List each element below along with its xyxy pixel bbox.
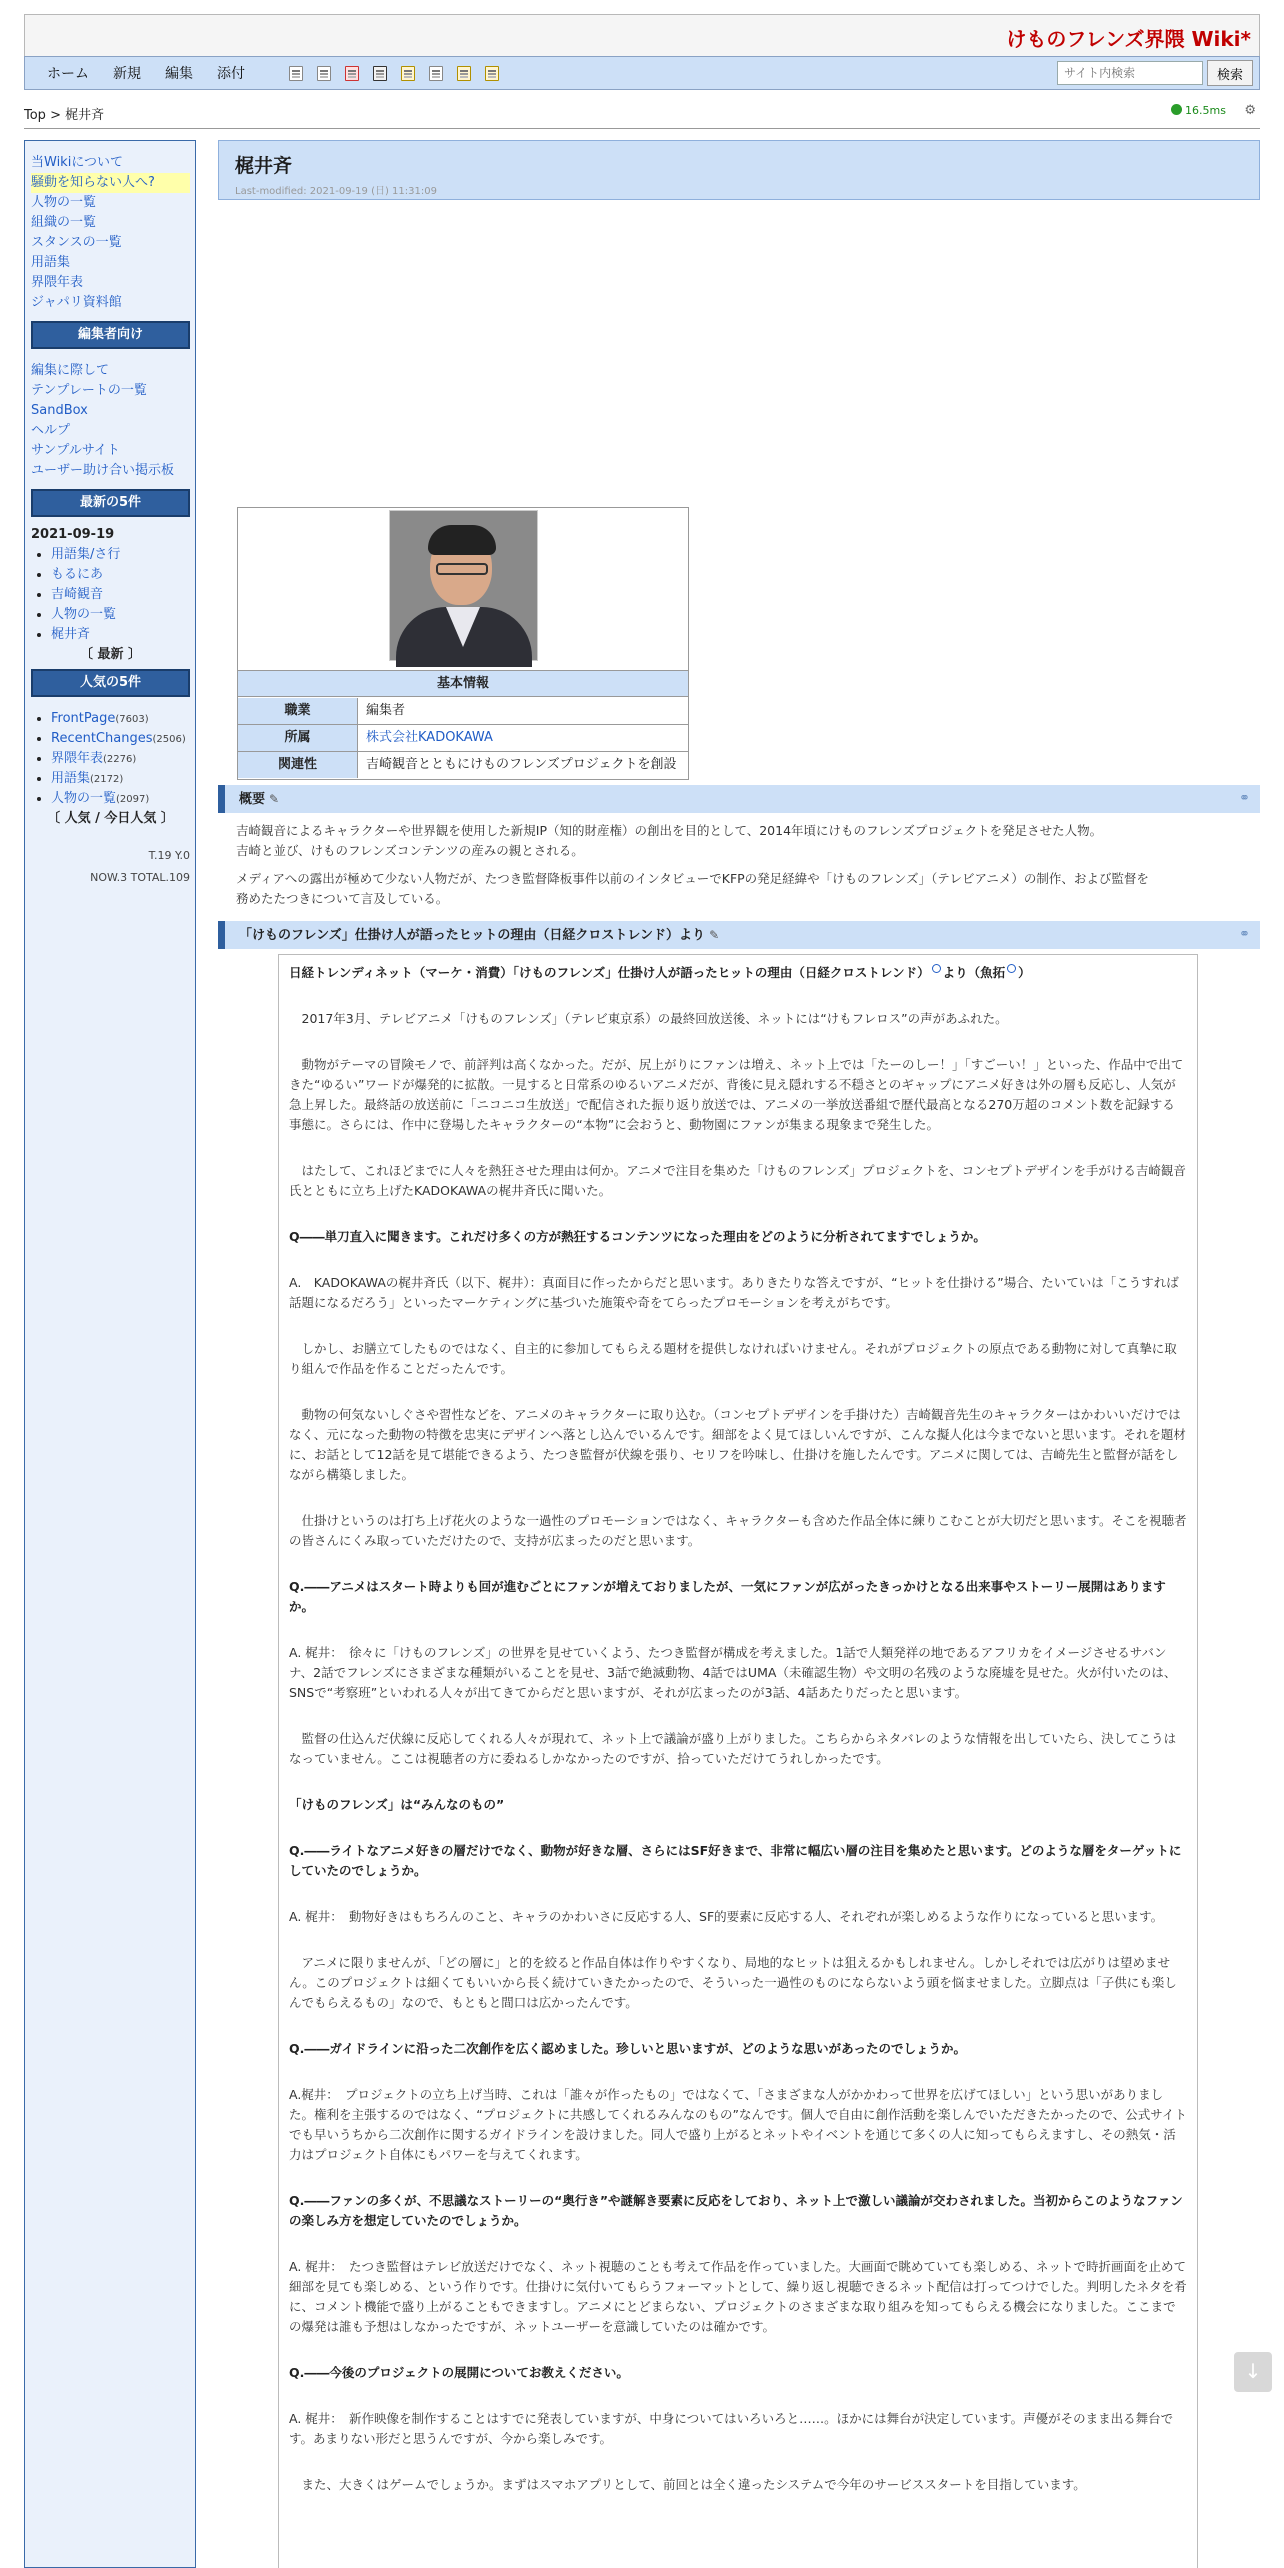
toolbar [289, 66, 499, 81]
search-button[interactable]: 検索 [1207, 60, 1253, 86]
view-count: (7603) [115, 714, 149, 725]
quote-paragraph: Q.――今後のプロジェクトの展開についてお教えください。 [289, 2365, 629, 2380]
view-count: (2506) [152, 734, 186, 745]
anchor-link-icon[interactable]: ⚭ [1239, 791, 1250, 806]
infobox-caption: 基本情報 [238, 670, 688, 697]
sidebar-link[interactable]: 人物の一覧 [31, 195, 97, 210]
overview-line: 吉崎観音によるキャラクターや世界観を使用した新規IP（知的財産権）の創出を目的として、2014年頃にけものフレンズプロジェクトを発足させた人物。 [236, 823, 1103, 838]
recent-link[interactable]: 用語集/さ行 [51, 547, 121, 562]
quote-paragraph: A. 梶井： 新作映像を制作することはすでに発表していますが、中身についてはいろいろと……。ほかには舞台が決定しています。声優がそのまま出る舞台です。あまりない形だと思うんですが、今から楽しみです。 [289, 2411, 1174, 2446]
sidebar-link[interactable]: 騒動を知らない人へ? [31, 173, 190, 193]
divider [24, 128, 1260, 129]
popular-link[interactable]: 界隈年表 [51, 751, 104, 766]
list-item [51, 625, 190, 645]
sidebar-heading-popular: 人気の5件 [31, 669, 190, 697]
sidebar [24, 140, 196, 2568]
copy-icon[interactable] [429, 66, 443, 81]
portrait-image [389, 510, 538, 661]
access-counter [31, 845, 190, 889]
diff-icon[interactable] [317, 66, 331, 81]
site-header [24, 14, 1260, 56]
quote-paragraph: 動物の何気ないしぐさや習性などを、アニメのキャラクターに取り込む。（コンセプトデザインを手掛けた）吉崎観音先生のキャラクターはかわいいだけではなく、元になった動物の特徴を忠実にデザインへ落とし込んでいるんです。細部をよく見てほしいんですが、こんな擬人化は今までないと思います。それを題材に、お話として12話を見て堪能できるよう、たつき監督が伏線を張り、セリフを吟味し、仕掛けを施したんです。アニメに関しては、吉崎先生と監督が話をしながら構築しました。 [289, 1407, 1186, 1482]
list-item [51, 789, 190, 809]
sidebar-link[interactable]: ヘルプ [31, 423, 71, 438]
backup-icon[interactable] [373, 66, 387, 81]
external-link-icon[interactable] [932, 964, 941, 973]
nav-edit[interactable]: 編集 [165, 66, 193, 82]
infobox-key: 職業 [238, 698, 358, 724]
counter-total: NOW.3 TOTAL.109 [90, 871, 190, 884]
quote-paragraph: 仕掛けというのは打ち上げ花火のような一過性のプロモーションではなく、キャラクターも含めた作品全体に練りこむことが大切だと思います。そこを視聴者の皆さんにくみ取っていただけたので、支持が広まったのだと思います。 [289, 1513, 1187, 1548]
view-count: (2097) [116, 794, 150, 805]
main-content [218, 140, 1260, 2492]
quote-paragraphs [289, 1009, 1187, 2495]
sidebar-link[interactable]: SandBox [31, 403, 88, 418]
infobox-value[interactable]: 株式会社KADOKAWA [366, 730, 493, 745]
last-modified: Last-modified: 2021-09-19 (日) 11:31:09 [235, 186, 437, 197]
sidebar-link[interactable]: ジャパリ資料館 [31, 295, 122, 310]
overview-line: メディアへの露出が極めて少ない人物だが、たつき監督降板事件以前のインタビューでKFPの発足経緯や「けものフレンズ」（テレビアニメ）の制作、および監督を [236, 871, 1149, 886]
infobox-value: 編集者 [366, 703, 406, 718]
site-title[interactable]: けものフレンズ界隈 Wiki* [1006, 27, 1251, 51]
recent-list [31, 545, 190, 645]
infobox-value: 吉崎観音とともにけものフレンズプロジェクトを創設 [366, 757, 677, 772]
popular-list [31, 709, 190, 809]
list-item [51, 605, 190, 625]
quote-paragraph: 「けものフレンズ」は“みんなのもの” [289, 1797, 505, 1812]
history-icon[interactable] [485, 66, 499, 81]
page-title: 梶井斉 [235, 155, 293, 177]
popular-link[interactable]: 用語集 [51, 771, 91, 786]
gear-icon[interactable]: ⚙ [1244, 103, 1256, 118]
list-item [51, 545, 190, 565]
sidebar-link[interactable]: スタンスの一覧 [31, 235, 122, 250]
page-title-box [218, 140, 1260, 200]
quote-paragraph: Q――単刀直入に聞きます。これだけ多くの方が熱狂するコンテンツになった理由をどのように分析されてますでしょうか。 [289, 1229, 986, 1244]
list-item [51, 709, 190, 729]
recent-link[interactable]: 吉崎観音 [51, 587, 104, 602]
recent-more-link[interactable]: 〔 最新 〕 [79, 647, 142, 662]
quote-block [278, 954, 1198, 2568]
sidebar-link[interactable]: 界隈年表 [31, 275, 84, 290]
overview-line: 務めたたつきについて言及している。 [236, 891, 449, 906]
nav-home[interactable]: ホーム [47, 66, 89, 82]
quote-paragraph: Q.――ライトなアニメ好きの層だけでなく、動物が好きな層、さらにはSF好きまで、非常に幅広い層の注目を集めたと思います。どのような層をターゲットにしていたのでしょうか。 [289, 1843, 1182, 1878]
edit-icon[interactable] [289, 66, 303, 81]
sidebar-link[interactable]: 編集に際して [31, 363, 110, 378]
infobox-row [238, 698, 688, 725]
quote-paragraph: A.梶井： プロジェクトの立ち上げ当時、これは「誰々が作ったもの」ではなくて、「さまざまな人がかかわって世界を広げてほしい」という思いがありました。権利を主張するのではなく、“プロジェクトに共感してくれるみんなのもの”なんです。個人で自由に創作活動を楽しんでいただきたかったので、公式サイトでも早いうちから二次創作に関するガイドラインを設けました。同人で盛り上がるとネットやイベントを通じて多くの人に知ってもらえますし、その熱気・活力はプロジェクト自体にもパワーを与えてくれます。 [289, 2087, 1187, 2162]
section-heading-hit [218, 921, 1260, 949]
nav-new[interactable]: 新規 [113, 66, 141, 82]
recent-date: 2021-09-19 [31, 527, 115, 542]
quote-paragraph: A. KADOKAWAの梶井斉氏（以下、梶井）：真面目に作ったからだと思います。ありきたりな答えですが、“ヒットを仕掛ける”場合、たいていは「こうすれば話題になるだろう」といったマーケティングに基づいた施策や奇をてらったプロモーションを考えがちです。 [289, 1275, 1179, 1310]
sidebar-heading-editors: 編集者向け [31, 321, 190, 349]
infobox-row [238, 725, 688, 752]
popular-link[interactable]: 人物の一覧 [51, 791, 117, 806]
infobox-key: 関連性 [238, 752, 358, 778]
delete-icon[interactable] [345, 66, 359, 81]
speed-icon [1171, 104, 1182, 115]
list-item [51, 585, 190, 605]
breadcrumb [24, 104, 104, 123]
view-count: (2172) [90, 774, 124, 785]
section-title: 「けものフレンズ」仕掛け人が語ったヒットの理由（日経クロストレンド）より [239, 928, 706, 943]
render-time: 16.5ms [1171, 104, 1226, 117]
quote-paragraph: また、大きくはゲームでしょうか。まずはスマホアプリとして、前回とは全く違ったシステムで今年のサービススタートを目指しています。 [289, 2477, 1086, 2492]
quote-paragraph: A. 梶井： 徐々に「けものフレンズ」の世界を見せていくよう、たつき監督が構成を考えました。1話で人類発祥の地であるアフリカをイメージさせるサバンナ、2話でフレンズにさまざまな種類がいることを見せ、3話で絶滅動物、4話ではUMA（未確認生物）や文明の名残のような廃墟を見せた。火が付いたのは、SNSで“考察班”といわれる人々が出てきてからだと思いますが、それが広まったのが3話、4話あたりだったと思います。 [289, 1645, 1177, 1700]
popular-link[interactable]: FrontPage [51, 711, 116, 726]
view-count: (2276) [103, 754, 137, 765]
sidebar-link[interactable]: 当Wikiについて [31, 155, 124, 170]
search-input[interactable] [1057, 61, 1203, 85]
quote-paragraph: A. 梶井： 動物好きはもちろんのこと、キャラのかわいさに反応する人、SF的要素に反応する人、それぞれが楽しめるような作りになっていると思います。 [289, 1909, 1164, 1924]
sidebar-link[interactable]: テンプレートの一覧 [31, 383, 147, 398]
quote-paragraph: Q.――ガイドラインに沿った二次創作を広く認めました。珍しいと思いますが、どのような思いがあったのでしょうか。 [289, 2041, 967, 2056]
counter-today: T.19 Y.0 [148, 849, 190, 862]
breadcrumb-current: 梶井斉 [65, 108, 105, 123]
quote-paragraph: Q.――アニメはスタート時よりも回が進むごとにファンが増えておりましたが、一気にファンが広がったきっかけとなる出来事やストーリー展開はありますか。 [289, 1579, 1166, 1614]
quote-paragraph: アニメに限りませんが、「どの層に」と的を絞ると作品自体は作りやすくなり、局地的なヒットは狙えるかもしれません。しかしそれでは広がりは望めません。このプロジェクトは細くてもいいから長く続けていきたかったので、そういった一過性のものにならないよう頭を悩ませました。立脚点は「子供にも楽しんでもらえるもの」なので、もともと間口は広かったんです。 [289, 1955, 1177, 2010]
quote-source: 日経トレンディネット（マーケ・消費）「けものフレンズ」仕掛け人が語ったヒットの理由（日経クロストレンド） より（魚拓 ） [289, 965, 1031, 980]
breadcrumb-top[interactable]: Top [24, 108, 46, 123]
infobox-row [238, 752, 688, 779]
pencil-icon[interactable]: ✎ [709, 928, 720, 942]
list-item [51, 565, 190, 585]
overview-text [236, 821, 1246, 861]
quote-paragraph: 監督の仕込んだ伏線に反応してくれる人々が現れて、ネット上で議論が盛り上がりました。こちらからネタバレのような情報を出していたら、決してこうはなっていません。ここは視聴者の方に委ねるしかなかったのですが、拾っていただけてうれしかったです。 [289, 1731, 1177, 1766]
list-item [51, 769, 190, 789]
sidebar-heading-recent: 最新の5件 [31, 489, 190, 517]
nav-bar [24, 56, 1260, 90]
anchor-link-icon[interactable]: ⚭ [1239, 927, 1250, 942]
quote-paragraph: 動物がテーマの冒険モノで、前評判は高くなかった。だが、尻上がりにファンは増え、ネット上では「たーのしー！」「すごーい！」といった、作品中で出てきた“ゆるい”ワードが爆発的に拡散。一見すると日常系のゆるいアニメだが、背後に見え隠れする不穏さとのギャップにアニメ好きは外の層も反応し、人気が急上昇した。最終話の放送前に「ニコニコ生放送」で配信された振り返り放送では、アニメの一挙放送番組で歴代最高となる270万超のコメント数を記録する事態に。さらには、作中に登場したキャラクターの“本物”に会おうと、動物園にファンが集まる現象まで発生した。 [289, 1057, 1184, 1132]
rename-icon[interactable] [457, 66, 471, 81]
overview-line: 吉崎と並び、けものフレンズコンテンツの産みの親とされる。 [236, 843, 584, 858]
sidebar-link[interactable]: サンプルサイト [31, 443, 120, 458]
overview-text [236, 869, 1246, 909]
list-item [51, 749, 190, 769]
lock-icon[interactable] [401, 66, 415, 81]
quote-paragraph: 2017年3月、テレビアニメ「けものフレンズ」（テレビ東京系）の最終回放送後、ネットには“けもフレロス”の声があふれた。 [289, 1011, 1008, 1026]
popular-link[interactable]: RecentChanges [51, 731, 153, 746]
recent-link[interactable]: 人物の一覧 [51, 607, 117, 622]
recent-link[interactable]: もるにあ [51, 567, 104, 582]
infobox [237, 507, 689, 780]
sidebar-link[interactable]: 用語集 [31, 255, 71, 270]
quote-paragraph: しかし、お膳立てしたものではなく、自主的に参加してもらえる題材を提供しなければいけません。それがプロジェクトの原点である動物に対して真摯に取り組んで作品を作ることだったんです。 [289, 1341, 1177, 1376]
section-heading-overview [218, 785, 1260, 813]
recent-link[interactable]: 梶井斉 [51, 627, 91, 642]
pencil-icon[interactable]: ✎ [269, 792, 280, 806]
nav-attach[interactable]: 添付 [217, 66, 245, 82]
sidebar-link[interactable]: ユーザー助け合い掲示板 [31, 463, 175, 478]
popular-more-link[interactable]: 〔 人気 / 今日人気 〕 [47, 811, 174, 826]
infobox-key: 所属 [238, 725, 358, 751]
breadcrumb-separator: > [45, 108, 66, 123]
sidebar-link[interactable]: 組織の一覧 [31, 215, 97, 230]
quote-paragraph: Q.――ファンの多くが、不思議なストーリーの“奥行き”や謎解き要素に反応をしており、ネット上で激しい議論が交わされました。当初からこのようなファンの楽しみ方を想定していたのでしょうか。 [289, 2193, 1183, 2228]
section-title: 概要 [239, 792, 266, 807]
external-link-icon[interactable] [1007, 964, 1016, 973]
scroll-to-top-button[interactable]: ↓ [1234, 2352, 1272, 2392]
quote-paragraph: A. 梶井： たつき監督はテレビ放送だけでなく、ネット視聴のことも考えて作品を作っていました。大画面で眺めていても楽しめる、ネットで時折画面を止めて細部を見ても楽しめる、という作りです。仕掛けに気付いてもらうフォーマットとして、繰り返し視聴できるネット配信は打ってつけでした。判明したネタを肴に、コメント機能で盛り上がることもできますし。アニメにとどまらない、プロジェクトのさまざまな取り組みを知ってもらえる機会になりました。ここまでの爆発は誰も予想はしなかったですが、ネットユーザーを意識していたのは確かです。 [289, 2259, 1187, 2334]
list-item [51, 729, 190, 749]
quote-paragraph: はたして、これほどまでに人々を熱狂させた理由は何か。アニメで注目を集めた「けものフレンズ」プロジェクトを、コンセプトデザインを手がける吉崎観音氏とともに立ち上げたKADOKAWAの梶井斉氏に聞いた。 [289, 1163, 1186, 1198]
